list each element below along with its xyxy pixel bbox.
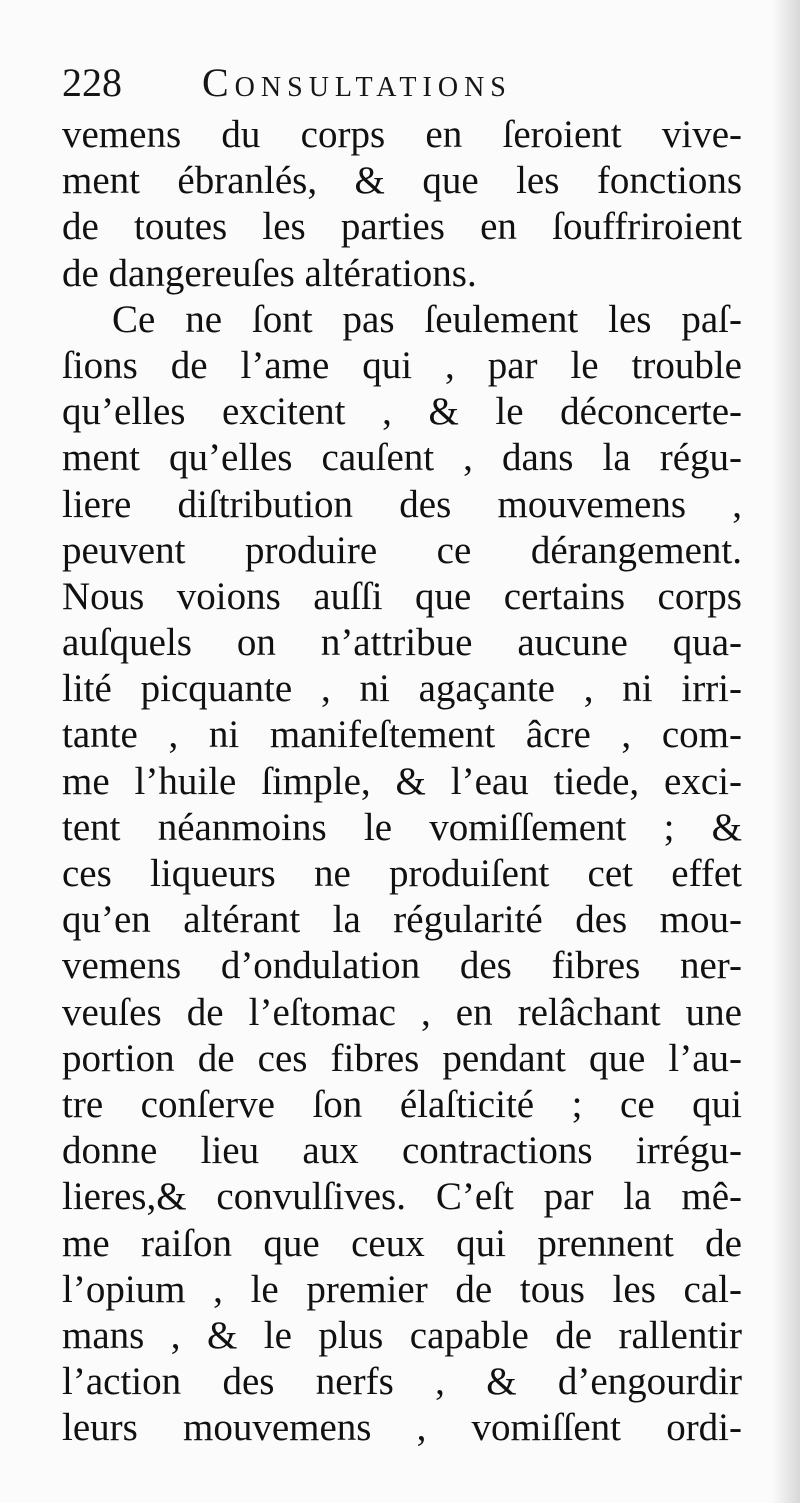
running-head: Consultations <box>202 60 512 105</box>
text-line: Nous voions auſſi que certains corps <box>62 574 742 618</box>
text-line: vemens d’ondulation des fibres ner- <box>62 944 742 988</box>
text-line: qu’elles excitent , & le déconcerte- <box>62 390 742 434</box>
text-line: vemens du corps en ſeroient vive- <box>62 113 742 156</box>
text-line: leurs mouvemens , vomiſſent ordi- <box>62 1406 742 1450</box>
text-line: me raiſon que ceux qui prennent de <box>62 1221 742 1265</box>
text-line: me l’huile ſimple, & l’eau tiede, exci- <box>62 759 742 803</box>
text-line: l’opium , le premier de tous les cal- <box>62 1267 742 1311</box>
page-edge-shadow <box>772 0 800 1503</box>
text-line: tent néanmoins le vomiſſement ; & <box>62 805 742 849</box>
text-line: liere diſtribution des mouvemens , <box>62 482 742 526</box>
text-line: auſquels on n’attribue aucune qua- <box>62 621 742 665</box>
text-line: donne lieu aux contractions irrégu- <box>62 1129 742 1173</box>
text-line: portion de ces fibres pendant que l’au- <box>62 1036 742 1080</box>
text-line: lité picquante , ni agaçante , ni irri- <box>62 667 742 711</box>
text-line: ces liqueurs ne produiſent cet effet <box>62 852 742 895</box>
text-line: Ce ne ſont pas ſeulement les paſ- <box>112 297 742 341</box>
body-text <box>62 112 742 1451</box>
page-header <box>62 58 742 108</box>
text-line: de dangereuſes altérations. <box>62 251 477 295</box>
text-line: peuvent produire ce dérangement. <box>62 528 742 572</box>
text-line: mans , & le plus capable de rallentir <box>62 1313 742 1357</box>
text-line: ment qu’elles cauſent , dans la régu- <box>62 436 742 480</box>
text-line: tre conſerve ſon élaſticité ; ce qui <box>62 1082 742 1126</box>
text-line: tante , ni manifeſtement âcre , com- <box>62 713 742 757</box>
text-line: lieres,& convulſives. C’eſt par la mê- <box>62 1175 742 1219</box>
text-line: de toutes les parties en ſouffriroient <box>62 205 742 249</box>
text-line: qu’en altérant la régularité des mou- <box>62 898 742 942</box>
text-line: ment ébranlés, & que les fonctions <box>62 159 742 203</box>
page-number: 228 <box>62 60 122 105</box>
text-line: l’action des nerfs , & d’engourdir <box>62 1360 742 1404</box>
text-line: ſions de l’ame qui , par le trouble <box>62 343 742 387</box>
text-line: veuſes de l’eſtomac , en relâchant une <box>62 990 742 1034</box>
